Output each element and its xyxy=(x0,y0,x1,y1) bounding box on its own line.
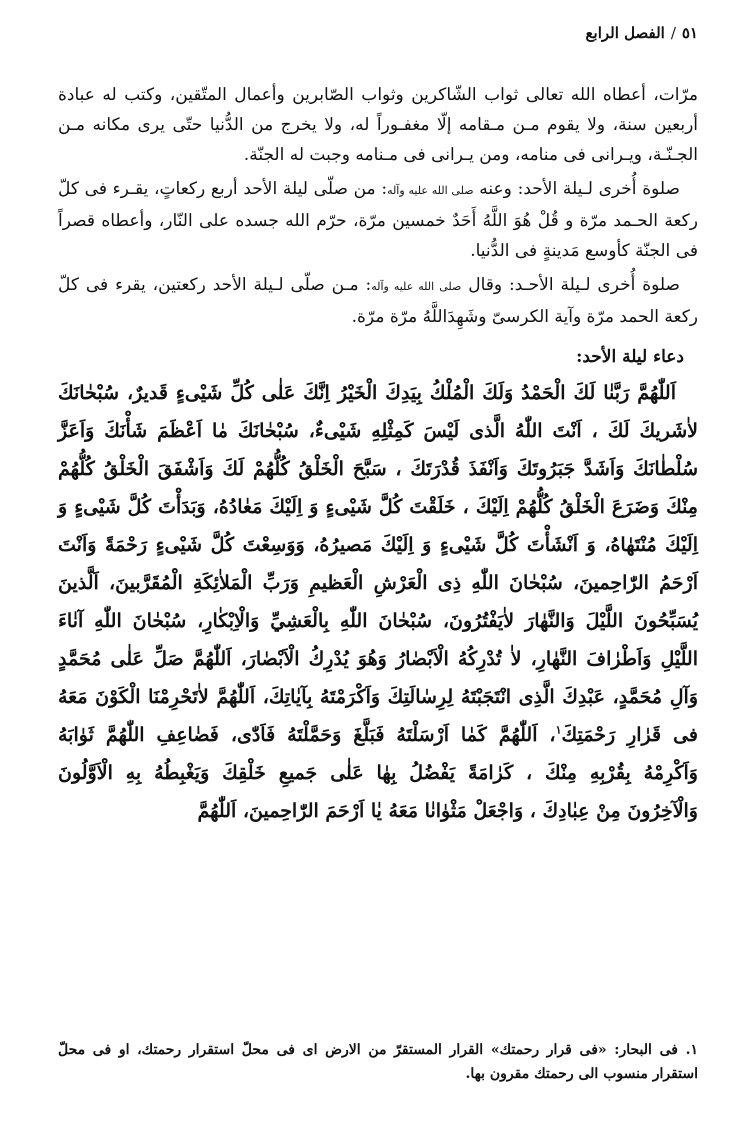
dua-heading: دعاء ليلة الأحد: xyxy=(576,347,684,367)
paragraph-prayer-four-rakat-body: : من صلّى ليلة الأحد أربع ركعاتٍ، يقـرء فى كلّ ركعة الحـمد مرّة و قُلْ هُوَ اللَّهُ أَحَدٌ خمسين مرّة، حرّم الله جسده على النّار، وأعطاه قصراً فى الجنّة كأوسع مَدينةٍ فى الدُّنيا. xyxy=(58,179,698,261)
header-separator: / xyxy=(670,24,676,42)
honorific-text: صلى الله عليه وآله xyxy=(387,184,474,197)
supplication-part-1: اَللّٰهُمَّ رَبَّنٰا لَكَ الْحَمْدُ وَلَكَ الْمُلْكُ بِيَدِكَ الْخَيْرُ اِنَّكَ عَلٰى كُلِّ شَيْىءٍ قَديرٌ، سُبْحٰانَكَ لاٰشَريكَ لَكَ ، اَنْتَ اللّٰهُ الَّذى لَيْسَ كَمِثْلِهِ شَيْىءٌ، سُبْحٰانَكَ مٰا اَعْظَمَ شَأْنَكَ وَاَعَزَّ سُلْطٰانَكَ وَاَشَدَّ جَبَرُوتَكَ وَاَنْفَذَ قُدْرَتَكَ ، سَبَّحَ الْخَلْقُ كُلُّهُمْ لَكَ وَاَشْفَقَ الْخَلْقُ كُلُّهُمْ مِنْكَ وَضَرَعَ الْخَلْقُ كُلُّهُمْ اِلَيْكَ ، خَلَقْتَ كُلَّ شَيْىءٍ وَ اِلَيْكَ مَعٰادُهُ، وَبَدَأْتَ كُلَّ شَيْىءٍ وَ اِلَيْكَ مُنْتَهٰاهُ، وَ اَنْشَأْتَ كُلَّ شَيْىءٍ وَ اِلَيْكَ مَصيرُهُ، وَوَسِعْتَ كُلَّ شَيْىءٍ رَحْمَةً وَاَنْتَ اَرْحَمُ الرّٰاحِمينَ، سُبْحٰانَ اللّٰهِ ذِى الْعَرْشِ الْعَظيمِ وَرَبِّ الْمَلاٰئِكَةِ الْمُقَرَّبينَ، اَلَّذينَ يُسَبِّحُونَ اللَّيْلَ وَالنَّهٰارَ لاٰيَفْتُرُونَ، سُبْحٰانَ اللّٰهِ بِالْعَشِيِّ وَالْاِبْكٰارِ، سُبْحٰانَ اللّٰهِ آنٰاءَ اللَّيْلِ وَاَطْرٰافَ النَّهٰارِ، لاٰ تُدْرِكُهُ الْاَبْصٰارُ وَهُوَ يُدْرِكُ الْاَبْصٰارَ، اَللّٰهُمَّ صَلِّ عَلٰى مُحَمَّدٍ وَآلِ مُحَمَّدٍ، عَبْدِكَ الَّذِى انْتَجَبْتَهُ لِرِسٰالَتِكَ وَاَكْرَمْتَهُ بِآيٰاتِكَ، اَللّٰهُمَّ لاٰتَحْرِمْنَا الْكَوْنَ مَعَهُ فى قَرٰارِ رَحْمَتِكَ xyxy=(58,382,698,746)
page-number: ٥١ xyxy=(681,24,698,42)
supplication-part-2: ، اَللّٰهُمَّ كَمٰا اَرْسَلْتَهُ فَبَلَّغَ وَحَمَّلْتَهُ فَاَدّٰى، فَضٰاعِفِ اللّٰهُمَّ ثَوٰابَهُ وَاَكْرِمْهُ بِقُرْبِهِ مِنْكَ ، كَرٰامَةً يَفْضُلُ بِهٰا عَلٰى جَميعِ خَلْقِكَ وَيَغْبِطُهُ بِهِ الْاَوَّلُونَ وَالْآخِرُونَ مِنْ عِبٰادِكَ ، وَاجْعَلْ مَثْوٰانٰا مَعَهُ يٰا اَرْحَمَ الرّٰاحِمينَ، اَللّٰهُمَّ xyxy=(58,724,698,822)
honorific-text: صلى الله عليه وآله xyxy=(371,280,462,293)
paragraph-prayer-four-rakat-intro: صلوة أُخرى لـيلة الأحد: وعنه xyxy=(473,179,680,199)
footnote-divider xyxy=(58,1022,698,1023)
paragraph-reward: مرّات، أعطاه الله تعالى ثواب الشّاكرين وثواب الصّابرين وأعمال المتّقين، وكتب له عبادة أربعين سنة، ولا يقوم مـن مـقامه إلّا مغفـوراً له، ولا يخرج من الدُّنيا حتّى يرى مكانه مـن الجـنّـة، ويـرانى فى منامه، ومن يـرانى فى مـنامه وجبت له الجنّة. xyxy=(58,85,698,165)
running-header xyxy=(58,22,698,44)
footnote: ١. فى البحار: «فى قرار رحمتك» القرار المستقرّ من الارض اى فى محلّ استقرار رحمتك، او فى محلّ استقرار منسوب الى رحمتك مقرون بها. xyxy=(58,1042,698,1082)
paragraph-prayer-two-rakat-intro: صلوة أُخرى لـيلة الأحـد: وقال xyxy=(461,275,680,295)
paragraph-prayer-two-rakat-body: : مـن صلّى لـيلة الأحد ركعتين، يقرء فى كلّ ركعة الحمد مرّة وآية الكرسىّ وشَهِدَاللَّهُ مرّة مرّة. xyxy=(58,275,698,327)
footnote-reference[interactable]: ١ xyxy=(555,723,562,737)
book-page xyxy=(58,22,698,1122)
supplication-text xyxy=(58,374,698,830)
paragraph-prayer-two-rakat xyxy=(58,270,698,332)
paragraph-prayer-four-rakat xyxy=(58,174,698,266)
chapter-title: الفصل الرابع xyxy=(585,24,665,42)
